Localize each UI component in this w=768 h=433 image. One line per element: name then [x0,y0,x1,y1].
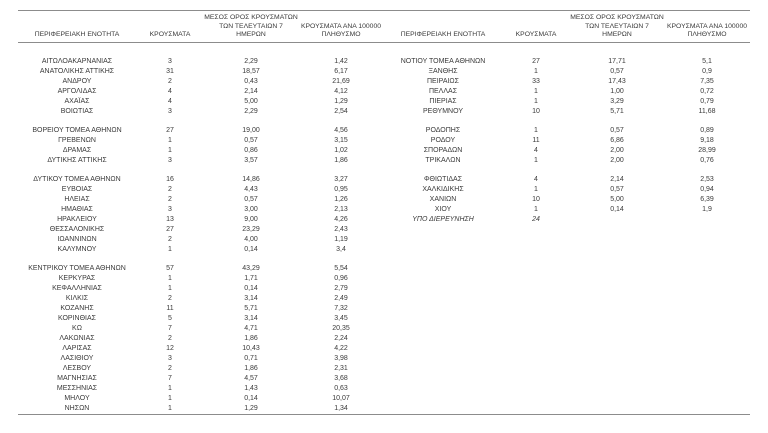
per100k-cell: 5,1 [702,57,712,65]
spacer-row [18,255,750,264]
per100k-cell: 0,76 [700,156,714,164]
per100k-cell: 1,02 [334,146,348,154]
region-cell: ΚΕΦΑΛΛΗΝΙΑΣ [52,284,102,292]
region-cell: ΡΟΔΟΠΗΣ [425,126,461,134]
table-row [18,344,750,354]
table-row [18,97,750,107]
per100k-cell: 0,9 [702,67,712,75]
per100k-cell: 0,95 [334,185,348,193]
region-cell: ΧΑΝΙΩΝ [429,195,457,203]
table-row [18,364,750,374]
per100k-cell: 21,69 [332,77,350,85]
region-cell: ΚΙΛΚΙΣ [65,294,89,302]
table-row [18,195,750,205]
table-row [18,136,750,146]
region-cell: ΝΟΤΙΟΥ ΤΟΜΕΑ ΑΘΗΝΩΝ [400,57,486,65]
table-row [18,245,750,255]
per100k-cell: 10,07 [332,394,350,402]
cases-cell: 1 [168,146,172,154]
per100k-cell: 2,53 [700,175,714,183]
per100k-cell: 1,29 [334,97,348,105]
table-row [18,394,750,404]
cases-cell: 7 [168,374,172,382]
region-cell: ΧΙΟΥ [434,205,452,213]
per100k-cell: 28,99 [698,146,716,154]
region-cell: ΗΜΑΘΙΑΣ [61,205,93,213]
header-line: ΜΕΣΟΣ ΟΡΟΣ ΚΡΟΥΣΜΑΤΩΝ [570,14,664,21]
avg7-cell: 0,57 [244,195,258,203]
table-row [18,87,750,97]
region-cell: ΣΠΟΡΑΔΩΝ [423,146,463,154]
per100k-cell: 2,43 [334,225,348,233]
cases-cell: 7 [168,324,172,332]
region-cell: ΑΙΤΩΛΟΑΚΑΡΝΑΝΙΑΣ [41,57,113,65]
table-row [18,215,750,225]
region-cell: ΑΧΑΪΑΣ [64,97,90,105]
header-line: ΗΜΕΡΩΝ [602,31,632,39]
cases-cell: 27 [166,225,174,233]
avg7-cell: 0,86 [244,146,258,154]
cases-cell: 1 [168,384,172,392]
cases-cell: 11 [166,304,174,312]
region-cell: ΚΟΖΑΝΗΣ [60,304,94,312]
cases-cell: 3 [168,156,172,164]
per100k-cell: 2,31 [334,364,348,372]
cases-cell: 31 [166,67,174,75]
per100k-cell: 1,42 [334,57,348,65]
per100k-cell: 20,35 [332,324,350,332]
avg7-cell: 4,57 [244,374,258,382]
region-cell: ΕΥΒΟΙΑΣ [61,185,93,193]
avg7-cell: 1,86 [244,364,258,372]
per100k-cell: 4,12 [334,87,348,95]
cases-cell: 1 [168,136,172,144]
avg7-cell: 0,14 [610,205,624,213]
header-line: ΠΛΗΘΥΣΜΟ [321,31,361,39]
table-row [18,304,750,314]
cases-cell: 33 [532,77,540,85]
avg7-cell: 10,43 [242,344,260,352]
region-cell: ΔΥΤΙΚΟΥ ΤΟΜΕΑ ΑΘΗΝΩΝ [33,175,121,183]
region-cell: ΗΛΕΙΑΣ [64,195,90,203]
region-cell: ΚΟΡΙΝΘΙΑΣ [58,314,96,322]
header-line: ΤΩΝ ΤΕΛΕΥΤΑΙΩΝ 7 [219,22,283,30]
region-cell: ΠΕΛΛΑΣ [428,87,458,95]
cases-cell: 1 [168,274,172,282]
per100k-cell: 3,4 [336,245,346,253]
cases-table [18,10,750,415]
table-row [18,334,750,344]
region-cell: ΔΡΑΜΑΣ [62,146,92,154]
avg7-cell: 4,00 [244,235,258,243]
per100k-cell: 0,79 [700,97,714,105]
region-cell: ΔΥΤΙΚΗΣ ΑΤΤΙΚΗΣ [47,156,107,164]
cases-cell: 4 [168,97,172,105]
table-row [18,235,750,245]
region-cell: ΤΡΙΚΑΛΩΝ [425,156,461,164]
avg7-cell: 1,71 [244,274,258,282]
per100k-cell: 2,49 [334,294,348,302]
per100k-cell: 4,26 [334,215,348,223]
cases-cell: 1 [534,205,538,213]
per100k-cell: 0,89 [700,126,714,134]
cases-cell: 3 [168,57,172,65]
per100k-cell: 4,22 [334,344,348,352]
avg7-cell: 5,00 [244,97,258,105]
per100k-cell: 4,56 [334,126,348,134]
avg7-cell: 19,00 [242,126,260,134]
avg7-cell: 0,71 [244,354,258,362]
cases-cell: 1 [168,394,172,402]
cases-cell: 1 [168,404,172,412]
avg7-cell: 2,00 [610,156,624,164]
cases-cell: 2 [168,185,172,193]
region-cell: ΑΝΑΤΟΛΙΚΗΣ ΑΤΤΙΚΗΣ [39,67,115,75]
per100k-cell: 1,9 [702,205,712,213]
cases-cell: 2 [168,195,172,203]
region-cell: ΛΑΣΙΘΙΟΥ [60,354,94,362]
avg7-cell: 17,71 [608,57,626,65]
region-cell: ΑΡΓΟΛΙΔΑΣ [57,87,97,95]
avg7-cell: 0,14 [244,394,258,402]
cases-cell: 1 [534,67,538,75]
avg7-cell: 2,14 [610,175,624,183]
region-cell: ΚΕΡΚΥΡΑΣ [58,274,96,282]
table-row [18,67,750,77]
region-cell: ΚΕΝΤΡΙΚΟΥ ΤΟΜΕΑ ΑΘΗΝΩΝ [28,264,126,272]
avg7-cell: 2,29 [244,57,258,65]
avg7-cell: 2,29 [244,107,258,115]
table-row [18,175,750,185]
cases-cell: 5 [168,314,172,322]
avg7-cell: 0,14 [244,245,258,253]
region-cell: ΚΑΛΥΜΝΟΥ [57,245,97,253]
header-line: ΚΡΟΥΣΜΑΤΑ ΑΝΑ 100000 [300,22,382,30]
per100k-cell: 1,86 [334,156,348,164]
table-row [18,324,750,334]
per100k-cell: 5,54 [334,264,348,272]
cases-cell: 2 [168,294,172,302]
cases-cell: 10 [532,107,540,115]
per100k-cell: 3,68 [334,374,348,382]
region-cell: ΑΝΔΡΟΥ [62,77,92,85]
per100k-cell: 1,26 [334,195,348,203]
region-cell: ΡΟΔΟΥ [430,136,456,144]
cases-cell: 4 [534,146,538,154]
region-cell: ΛΑΡΙΣΑΣ [62,344,92,352]
cases-cell: 1 [168,284,172,292]
cases-cell: 3 [168,107,172,115]
per100k-cell: 3,15 [334,136,348,144]
table-row [18,225,750,235]
avg7-cell: 0,57 [610,185,624,193]
table-row [18,354,750,364]
region-cell: ΙΩΑΝΝΙΝΩΝ [57,235,97,243]
per100k-column-header-left [298,23,384,40]
region-cell: ΞΑΝΘΗΣ [428,67,458,75]
region-cell: ΜΕΣΣΗΝΙΑΣ [56,384,98,392]
table-body [18,43,750,415]
table-row [18,185,750,195]
region-cell: ΛΕΣΒΟΥ [62,364,92,372]
header-line: ΗΜΕΡΩΝ [236,31,266,39]
table-row [18,384,750,394]
per100k-cell: 11,68 [698,107,716,115]
avg7-cell: 14,86 [242,175,260,183]
table-row [18,374,750,384]
cases-cell: 16 [166,175,174,183]
cases-cell: 24 [532,215,540,223]
region-cell: ΠΕΙΡΑΙΩΣ [427,77,459,85]
region-column-header-left: ΠΕΡΙΦΕΡΕΙΑΚΗ ΕΝΟΤΗΤΑ [34,31,120,39]
per100k-cell: 0,63 [334,384,348,392]
table-row [18,294,750,304]
avg7-cell: 5,00 [610,195,624,203]
cases-cell: 1 [534,185,538,193]
avg7-cell: 3,14 [244,314,258,322]
cases-cell: 12 [166,344,174,352]
cases-cell: 3 [168,205,172,213]
per100k-cell: 3,45 [334,314,348,322]
region-cell: ΒΟΡΕΙΟΥ ΤΟΜΕΑ ΑΘΗΝΩΝ [32,126,122,134]
avg7-cell: 3,00 [244,205,258,213]
avg7-cell: 1,29 [244,404,258,412]
avg7-cell: 3,14 [244,294,258,302]
avg7-cell: 1,00 [610,87,624,95]
table-row [18,107,750,117]
cases-cell: 27 [532,57,540,65]
per100k-cell: 2,13 [334,205,348,213]
avg7-cell: 9,00 [244,215,258,223]
cases-cell: 2 [168,334,172,342]
avg7-cell: 1,86 [244,334,258,342]
avg7-column-header-right [570,14,664,40]
cases-cell: 11 [532,136,540,144]
per100k-cell: 0,94 [700,185,714,193]
per100k-cell: 9,18 [700,136,714,144]
table-row [18,264,750,274]
avg7-cell: 0,43 [244,77,258,85]
table-row [18,274,750,284]
per100k-cell: 1,19 [334,235,348,243]
table-row [18,404,750,414]
avg7-cell: 3,57 [244,156,258,164]
table-row [18,57,750,67]
per100k-cell: 7,35 [700,77,714,85]
cases-cell: 1 [534,156,538,164]
avg7-cell: 5,71 [244,304,258,312]
avg7-cell: 0,57 [610,126,624,134]
cases-cell: 4 [534,175,538,183]
avg7-cell: 2,14 [244,87,258,95]
header-line: ΜΕΣΟΣ ΟΡΟΣ ΚΡΟΥΣΜΑΤΩΝ [204,14,298,21]
region-cell: ΥΠΟ ΔΙΕΡΕΥΝΗΣΗ [412,215,474,223]
per100k-column-header-right [664,23,750,40]
region-cell: ΧΑΛΚΙΔΙΚΗΣ [422,185,464,193]
cases-cell: 13 [166,215,174,223]
avg7-cell: 23,29 [242,225,260,233]
table-row [18,146,750,156]
region-cell: ΡΕΘΥΜΝΟΥ [422,107,463,115]
avg7-cell: 1,43 [244,384,258,392]
cases-cell: 10 [532,195,540,203]
spacer-row [18,166,750,175]
per100k-cell: 3,98 [334,354,348,362]
cases-cell: 27 [166,126,174,134]
table-row [18,77,750,87]
avg7-cell: 4,43 [244,185,258,193]
region-cell: ΝΗΣΩΝ [64,404,90,412]
avg7-cell: 18,57 [242,67,260,75]
header-line: ΠΛΗΘΥΣΜΟ [687,31,727,39]
table-row [18,314,750,324]
avg7-cell: 43,29 [242,264,260,272]
per100k-cell: 2,79 [334,284,348,292]
region-column-header-right: ΠΕΡΙΦΕΡΕΙΑΚΗ ΕΝΟΤΗΤΑ [400,31,486,39]
cases-cell: 4 [168,87,172,95]
region-cell: ΜΑΓΝΗΣΙΑΣ [57,374,97,382]
cases-cell: 1 [168,245,172,253]
cases-cell: 2 [168,235,172,243]
cases-column-header-left: ΚΡΟΥΣΜΑΤΑ [149,31,191,39]
region-cell: ΚΩ [72,324,82,332]
per100k-cell: 6,39 [700,195,714,203]
avg7-cell: 0,57 [610,67,624,75]
table-row [18,156,750,166]
per100k-cell: 7,32 [334,304,348,312]
cases-cell: 1 [534,87,538,95]
region-cell: ΓΡΕΒΕΝΩΝ [58,136,96,144]
cases-cell: 1 [534,97,538,105]
avg7-cell: 2,00 [610,146,624,154]
header-line: ΤΩΝ ΤΕΛΕΥΤΑΙΩΝ 7 [585,22,649,30]
region-cell: ΗΡΑΚΛΕΙΟΥ [57,215,97,223]
avg7-cell: 3,29 [610,97,624,105]
avg7-cell: 0,57 [244,136,258,144]
avg7-cell: 4,71 [244,324,258,332]
region-cell: ΛΑΚΩΝΙΑΣ [59,334,95,342]
avg7-cell: 0,14 [244,284,258,292]
per100k-cell: 2,54 [334,107,348,115]
table-row [18,126,750,136]
region-cell: ΦΘΙΩΤΙΔΑΣ [423,175,463,183]
per100k-cell: 0,96 [334,274,348,282]
table-header [18,11,750,43]
avg7-cell: 17,43 [608,77,626,85]
per100k-cell: 3,27 [334,175,348,183]
cases-cell: 1 [534,126,538,134]
avg7-cell: 5,71 [610,107,624,115]
cases-cell: 2 [168,77,172,85]
table-row [18,284,750,294]
region-cell: ΜΗΛΟΥ [64,394,90,402]
header-line: ΚΡΟΥΣΜΑΤΑ ΑΝΑ 100000 [666,22,748,30]
region-cell: ΠΙΕΡΙΑΣ [429,97,457,105]
cases-column-header-right: ΚΡΟΥΣΜΑΤΑ [515,31,557,39]
table-row [18,205,750,215]
spacer-row [18,117,750,126]
per100k-cell: 6,17 [334,67,348,75]
per100k-cell: 0,72 [700,87,714,95]
region-cell: ΒΟΙΩΤΙΑΣ [60,107,94,115]
per100k-cell: 2,24 [334,334,348,342]
region-cell: ΘΕΣΣΑΛΟΝΙΚΗΣ [49,225,105,233]
per100k-cell: 1,34 [334,404,348,412]
avg7-column-header-left [204,14,298,40]
cases-cell: 3 [168,354,172,362]
avg7-cell: 6,86 [610,136,624,144]
cases-cell: 57 [166,264,174,272]
cases-cell: 2 [168,364,172,372]
